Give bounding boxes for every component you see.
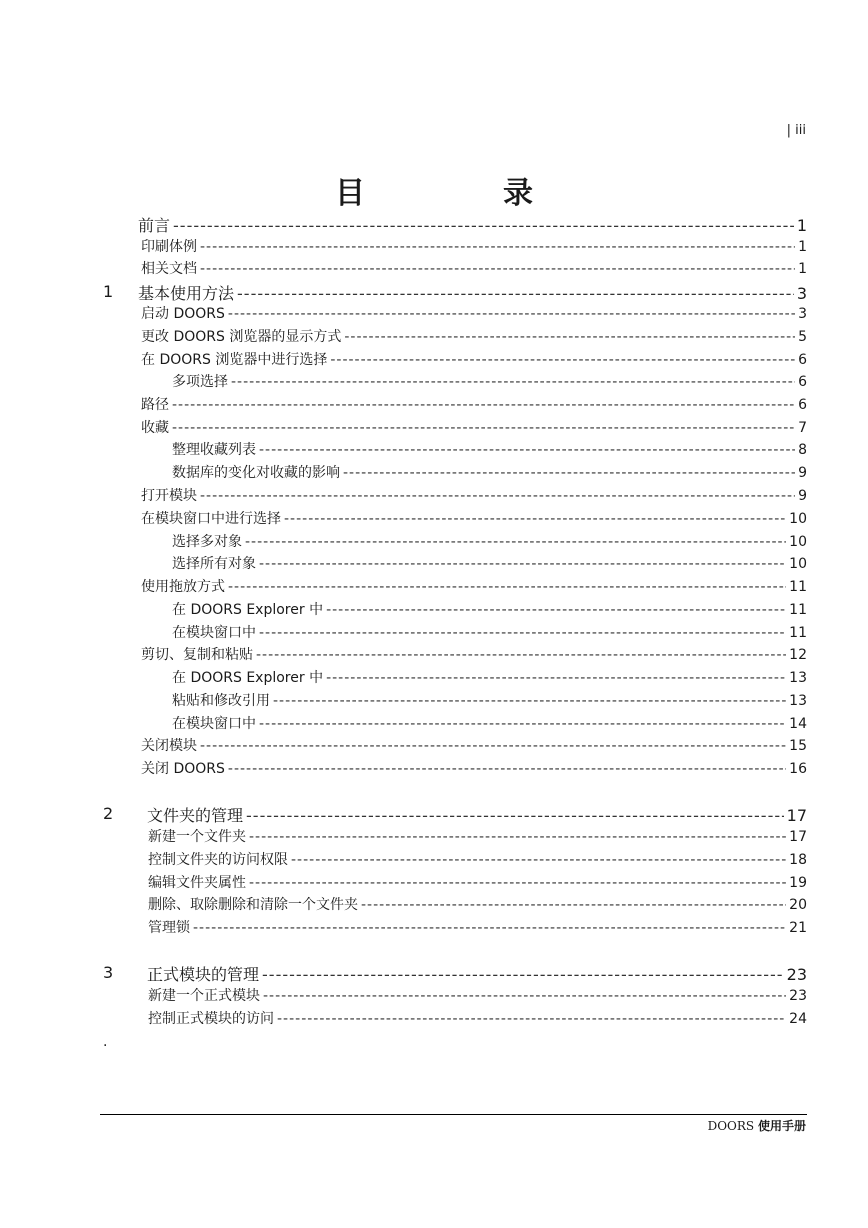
toc-entry[interactable] xyxy=(147,803,807,826)
toc-entry-page: 23 xyxy=(786,965,807,984)
toc-leader-dashes xyxy=(344,329,795,345)
toc-leader-dashes xyxy=(172,420,795,436)
toc-entry-label: 在 DOORS Explorer 中 xyxy=(172,670,324,686)
toc-entry-page: 7 xyxy=(798,420,807,436)
toc-entry-page: 8 xyxy=(798,442,807,458)
toc-entry[interactable] xyxy=(141,576,807,596)
toc-entry[interactable] xyxy=(141,258,807,278)
toc-entry-page: 11 xyxy=(789,579,807,595)
toc-entry[interactable] xyxy=(141,417,807,437)
toc-entry-label: 基本使用方法 xyxy=(138,284,235,303)
toc-leader-dashes xyxy=(326,670,786,686)
toc-entry-page: 14 xyxy=(789,716,807,732)
toc-entry-page: 10 xyxy=(789,534,807,550)
toc-leader-dashes xyxy=(246,806,784,825)
toc-leader-dashes xyxy=(326,602,786,618)
toc-entry[interactable] xyxy=(172,713,807,733)
toc-entry-label: 路径 xyxy=(141,397,169,413)
toc-entry-page: 9 xyxy=(798,465,807,481)
toc-entry-label: 正式模块的管理 xyxy=(147,965,260,984)
toc-entry-label: 前言 xyxy=(138,216,171,235)
toc-entry[interactable] xyxy=(148,826,807,846)
toc-leader-dashes xyxy=(277,1011,786,1027)
toc-chapter-number: 3 xyxy=(103,963,114,982)
toc-entry[interactable] xyxy=(138,281,807,304)
toc-entry-label: 印刷体例 xyxy=(141,239,197,255)
toc-entry-label: 在模块窗口中 xyxy=(172,625,256,641)
footer-divider xyxy=(100,1114,807,1115)
toc-entry[interactable] xyxy=(172,371,807,391)
toc-entry[interactable] xyxy=(148,1008,807,1028)
page-title: 目 录 xyxy=(335,176,587,211)
toc-entry-page: 1 xyxy=(798,239,807,255)
toc-entry[interactable] xyxy=(138,213,807,236)
toc-leader-dashes xyxy=(291,852,786,868)
toc-entry-label: 相关文档 xyxy=(141,261,197,277)
toc-entry-label: 控制文件夹的访问权限 xyxy=(148,852,288,868)
toc-leader-dashes xyxy=(256,647,786,663)
toc-entry-page: 6 xyxy=(798,397,807,413)
toc-entry-page: 5 xyxy=(798,329,807,345)
toc-entry-label: 新建一个文件夹 xyxy=(148,829,246,845)
toc-entry-page: 9 xyxy=(798,488,807,504)
toc-entry[interactable] xyxy=(141,236,807,256)
toc-entry-page: 15 xyxy=(789,738,807,754)
toc-entry-page: 10 xyxy=(789,556,807,572)
toc-entry-label: 在模块窗口中进行选择 xyxy=(141,511,281,527)
toc-entry-label: 使用拖放方式 xyxy=(141,579,225,595)
footer-product: DOORS xyxy=(707,1119,755,1133)
toc-chapter-number: 2 xyxy=(103,804,114,823)
toc-entry[interactable] xyxy=(148,872,807,892)
toc-entry-label: 关闭模块 xyxy=(141,738,197,754)
toc-entry[interactable] xyxy=(172,599,807,619)
toc-entry-page: 23 xyxy=(789,988,807,1004)
toc-entry-page: 20 xyxy=(789,897,807,913)
toc-entry[interactable] xyxy=(141,485,807,505)
toc-leader-dashes xyxy=(231,374,795,390)
toc-entry-label: 更改 DOORS 浏览器的显示方式 xyxy=(141,329,342,345)
toc-entry[interactable] xyxy=(172,531,807,551)
toc-entry-page: 11 xyxy=(789,602,807,618)
toc-leader-dashes xyxy=(200,239,795,255)
toc-entry[interactable] xyxy=(172,667,807,687)
toc-entry-page: 13 xyxy=(789,670,807,686)
toc-leader-dashes xyxy=(173,216,794,235)
toc-leader-dashes xyxy=(200,738,786,754)
toc-entry[interactable] xyxy=(141,303,807,323)
toc-leader-dashes xyxy=(193,920,786,936)
toc-leader-dashes xyxy=(172,397,795,413)
toc-entry-label: 整理收藏列表 xyxy=(172,442,256,458)
toc-leader-dashes xyxy=(249,875,786,891)
toc-entry[interactable] xyxy=(141,508,807,528)
toc-entry-page: 18 xyxy=(789,852,807,868)
toc-entry-label: 在模块窗口中 xyxy=(172,716,256,732)
toc-leader-dashes xyxy=(259,716,786,732)
toc-leader-dashes xyxy=(228,579,786,595)
toc-entry-label: 粘贴和修改引用 xyxy=(172,693,270,709)
toc-entry[interactable] xyxy=(148,985,807,1005)
toc-leader-dashes xyxy=(343,465,795,481)
footer-title: 使用手册 xyxy=(757,1119,806,1133)
toc-leader-dashes xyxy=(284,511,786,527)
toc-entry-page: 19 xyxy=(789,875,807,891)
toc-entry-page: 3 xyxy=(796,284,807,303)
toc-entry[interactable] xyxy=(172,462,807,482)
toc-entry[interactable] xyxy=(172,439,807,459)
toc-leader-dashes xyxy=(330,352,795,368)
toc-entry-page: 10 xyxy=(789,511,807,527)
toc-entry[interactable] xyxy=(147,962,807,985)
toc-entry-label: 选择所有对象 xyxy=(172,556,256,572)
toc-entry-label: 在 DOORS Explorer 中 xyxy=(172,602,324,618)
toc-entry-label: 管理锁 xyxy=(148,920,190,936)
toc-entry-label: 选择多对象 xyxy=(172,534,242,550)
toc-entry[interactable] xyxy=(141,735,807,755)
trailing-mark: . xyxy=(103,1034,108,1050)
toc-entry-page: 11 xyxy=(789,625,807,641)
toc-chapter-number: 1 xyxy=(103,282,114,301)
footer xyxy=(708,1117,806,1134)
toc-entry[interactable] xyxy=(141,326,807,346)
toc-entry-label: 打开模块 xyxy=(141,488,197,504)
toc-entry-label: 数据库的变化对收藏的影响 xyxy=(172,465,340,481)
toc-entry-label: 关闭 DOORS xyxy=(141,761,225,777)
toc-leader-dashes xyxy=(200,261,795,277)
toc-leader-dashes xyxy=(263,988,786,1004)
toc-entry-page: 17 xyxy=(786,806,807,825)
toc-leader-dashes xyxy=(361,897,786,913)
toc-leader-dashes xyxy=(262,965,784,984)
toc-leader-dashes xyxy=(237,284,794,303)
toc-entry-page: 17 xyxy=(789,829,807,845)
toc-entry-label: 剪切、复制和粘贴 xyxy=(141,647,253,663)
toc-entry[interactable] xyxy=(141,644,807,664)
toc-entry-label: 新建一个正式模块 xyxy=(148,988,260,1004)
page-number: | iii xyxy=(786,123,806,138)
toc-entry[interactable] xyxy=(148,917,807,937)
toc-leader-dashes xyxy=(228,761,786,777)
toc-leader-dashes xyxy=(200,488,795,504)
toc-entry-label: 在 DOORS 浏览器中进行选择 xyxy=(141,352,328,368)
toc-entry-label: 删除、取除删除和清除一个文件夹 xyxy=(148,897,358,913)
toc-entry-page: 24 xyxy=(789,1011,807,1027)
toc-entry[interactable] xyxy=(172,690,807,710)
toc-entry-label: 多项选择 xyxy=(172,374,228,390)
toc-entry-label: 收藏 xyxy=(141,420,169,436)
toc-entry-page: 6 xyxy=(798,374,807,390)
toc-entry[interactable] xyxy=(172,622,807,642)
toc-entry-page: 3 xyxy=(798,306,807,322)
toc-leader-dashes xyxy=(259,625,786,641)
toc-entry[interactable] xyxy=(172,553,807,573)
toc-entry[interactable] xyxy=(141,758,807,778)
toc-entry-page: 1 xyxy=(796,216,807,235)
toc-entry-label: 文件夹的管理 xyxy=(147,806,244,825)
toc-leader-dashes xyxy=(259,556,786,572)
toc-entry-page: 16 xyxy=(789,761,807,777)
toc-entry-page: 13 xyxy=(789,693,807,709)
toc-entry[interactable] xyxy=(141,349,807,369)
toc-entry-label: 控制正式模块的访问 xyxy=(148,1011,274,1027)
toc-entry-label: 编辑文件夹属性 xyxy=(148,875,246,891)
toc-entry[interactable] xyxy=(148,894,807,914)
toc-entry-page: 12 xyxy=(789,647,807,663)
toc-leader-dashes xyxy=(249,829,786,845)
toc-leader-dashes xyxy=(245,534,786,550)
toc-entry-label: 启动 DOORS xyxy=(141,306,225,322)
toc-leader-dashes xyxy=(259,442,795,458)
toc-entry-page: 1 xyxy=(798,261,807,277)
toc-entry[interactable] xyxy=(148,849,807,869)
toc-entry-page: 21 xyxy=(789,920,807,936)
toc-entry-page: 6 xyxy=(798,352,807,368)
toc-leader-dashes xyxy=(228,306,795,322)
toc-leader-dashes xyxy=(273,693,786,709)
toc-entry[interactable] xyxy=(141,394,807,414)
